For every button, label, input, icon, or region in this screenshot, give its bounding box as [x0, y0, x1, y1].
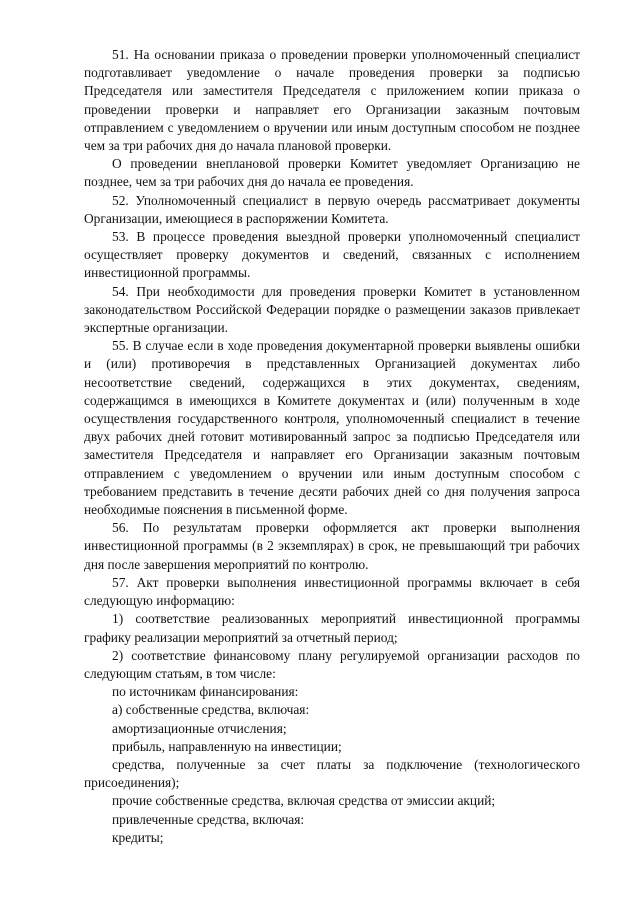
paragraph-57: 57. Акт проверки выполнения инвестиционной программы включает в себя следующую информацию:: [84, 574, 580, 609]
paragraph-52: 52. Уполномоченный специалист в первую очередь рассматривает документы Организации, имеющиеся в распоряжении Комитета.: [84, 192, 580, 226]
document-page: [84, 46, 580, 847]
list-line-own-funds: а) собственные средства, включая:: [112, 702, 310, 718]
paragraph-54: 54. При необходимости для проведения проверки Комитет в установленном законодательством Российской Федерации порядке о размещении заказов привлекает экспертные организации.: [84, 283, 580, 336]
list-line-other-own-funds: прочие собственные средства, включая средства от эмиссии акций;: [112, 793, 496, 809]
paragraph-53: 53. В процессе проведения выездной проверки уполномоченный специалист осуществляет проверку документов и сведений, связанных с исполнением инвестиционной программы.: [84, 229, 580, 281]
paragraph-56: 56. По результатам проверки оформляется акт проверки выполнения инвестиционной программы (в 2 экземплярах) в срок, не превышающий три рабочих дня после завершения мероприятий по контролю.: [84, 520, 580, 572]
list-item-1: 1) соответствие реализованных мероприятий инвестиционной программы графику реализации мероприятий за отчетный период;: [84, 611, 580, 645]
list-line-connection-fee: средства, полученные за счет платы за подключение (технологического присоединения);: [84, 756, 580, 791]
paragraph-51: 51. На основании приказа о проведении проверки уполномоченный специалист подготавливает уведомление о начале проведения проверки за подписью Председателя или заместителя Председателя с приложением копии приказа о проведении проверки и направляет его Организации заказным почтовым отправлением с уведомлением о вручении или иным доступным способом не позднее чем за три рабочих дня до начала плановой проверки.: [84, 47, 580, 154]
list-item-2: 2) соответствие финансовому плану регулируемой организации расходов по следующим статьям, в том числе:: [84, 647, 580, 681]
list-line-credits: кредиты;: [112, 829, 164, 845]
paragraph-55: 55. В случае если в ходе проведения документарной проверки выявлены ошибки и (или) противоречия в представленных Организацией документах либо несоответствие сведений, содержащихся в этих документах, сведениям, содержащимся в имеющихся в Комитете документах и (или) полученным в ходе осуществления государственного контроля, уполномоченный специалист в течение двух рабочих дней готовит мотивированный запрос за подписью Председателя или заместителя Председателя и направляет его Организации заказным почтовым отправлением с уведомлением о вручении или иным доступным способом с требованием представить в течение десяти рабочих дней со дня получения запроса необходимые пояснения в письменной форме.: [84, 338, 580, 518]
list-line-funding-sources: по источникам финансирования:: [112, 684, 299, 700]
list-line-profit: прибыль, направленную на инвестиции;: [112, 738, 342, 754]
list-line-depreciation: амортизационные отчисления;: [112, 720, 287, 736]
paragraph-unscheduled-inspection: О проведении внеплановой проверки Комитет уведомляет Организацию не позднее, чем за три рабочих дня до начала ее проведения.: [84, 156, 580, 190]
list-line-borrowed-funds: привлеченные средства, включая:: [112, 811, 305, 827]
